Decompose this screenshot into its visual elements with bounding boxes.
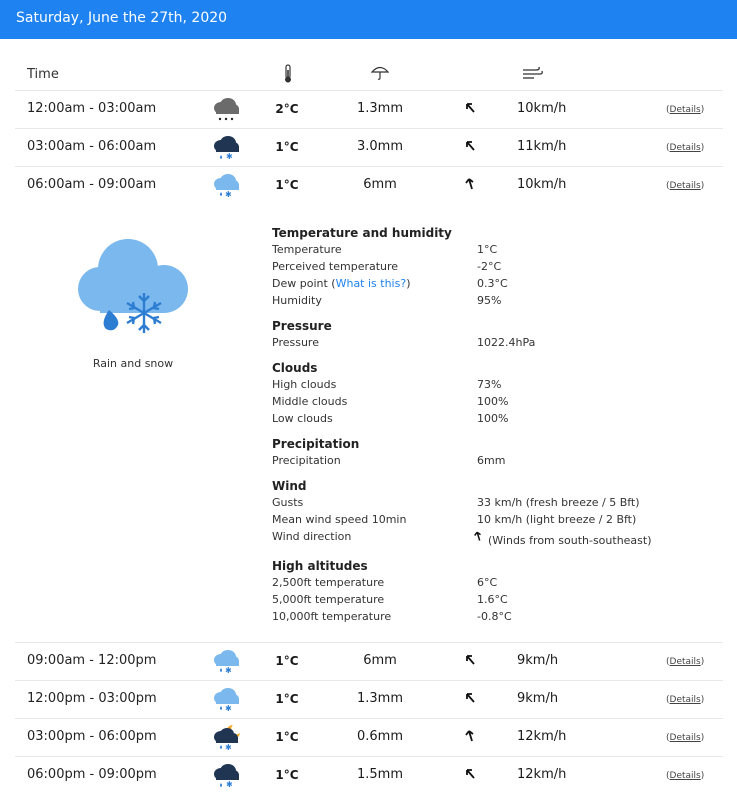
detail-value: 1°C [477, 243, 498, 256]
svg-text:✱: ✱ [226, 780, 233, 788]
what-is-this-link[interactable]: What is this? [335, 277, 407, 290]
section-heading-temperature: Temperature and humidity [272, 226, 452, 240]
wind-speed: 9km/h [517, 691, 559, 706]
temperature-value: 1°C [275, 692, 299, 706]
section-heading-wind: Wind [272, 479, 307, 493]
detail-label: High clouds [272, 378, 337, 391]
wind-speed: 10km/h [517, 177, 567, 192]
forecast-row[interactable] [15, 166, 723, 204]
detail-value: (Winds from south-southeast) [488, 534, 652, 547]
details-link[interactable]: (Details) [666, 695, 705, 705]
wind-direction-arrow-icon [464, 652, 476, 666]
detail-value: -2°C [477, 260, 502, 273]
detail-label: Precipitation [272, 454, 341, 467]
dew-point-label: Dew point (What is this?) [272, 277, 411, 290]
detail-label: Middle clouds [272, 395, 348, 408]
detail-label: 10,000ft temperature [272, 610, 392, 623]
details-link[interactable]: (Details) [666, 657, 705, 667]
precipitation-value: 0.6mm [356, 729, 403, 744]
cloud-rain-snow-icon [211, 648, 241, 674]
precipitation-value: 1.3mm [356, 101, 403, 116]
svg-text:✱: ✱ [225, 743, 232, 750]
wind-direction-arrow-icon [464, 728, 476, 742]
thermometer-icon [283, 64, 293, 84]
wind-direction-arrow-icon [473, 529, 483, 542]
detail-value: -0.8°C [477, 610, 512, 623]
detail-value: 100% [477, 395, 509, 408]
precipitation-value: 3.0mm [356, 139, 403, 154]
section-heading-clouds: Clouds [272, 361, 318, 375]
detail-value: 6mm [477, 454, 506, 467]
time-range: 06:00am - 09:00am [27, 177, 157, 192]
wind-direction-arrow-icon [464, 100, 476, 114]
svg-text:✱: ✱ [226, 152, 233, 160]
section-heading-pressure: Pressure [272, 319, 332, 333]
forecast-row[interactable] [15, 128, 723, 166]
detail-value: 1.6°C [477, 593, 508, 606]
detail-value: 73% [477, 378, 502, 391]
wind-icon [522, 66, 544, 80]
detail-label: Perceived temperature [272, 260, 399, 273]
date-header [0, 0, 737, 39]
night-cloud-snow-icon [211, 724, 241, 750]
column-header-row [0, 64, 737, 89]
time-range: 12:00pm - 03:00pm [27, 691, 157, 706]
detail-value: 10 km/h (light breeze / 2 Bft) [477, 513, 637, 526]
wind-direction-arrow-icon [464, 138, 476, 152]
details-link[interactable]: (Details) [666, 143, 705, 153]
svg-text:✱: ✱ [225, 704, 232, 712]
dark-cloud-snow-icon [211, 762, 241, 788]
forecast-row[interactable] [15, 90, 723, 128]
detail-value: 0.3°C [477, 277, 508, 290]
detail-label: Humidity [272, 294, 322, 307]
forecast-row[interactable] [15, 642, 723, 680]
dark-cloud-snow-icon [211, 134, 241, 160]
time-column-header: Time [27, 67, 59, 82]
detail-value: 6°C [477, 576, 498, 589]
date-title: Saturday, June the 27th, 2020 [16, 10, 228, 26]
temperature-value: 1°C [275, 140, 299, 154]
forecast-row[interactable] [15, 680, 723, 718]
detail-label: Pressure [272, 336, 319, 349]
detail-label: 2,500ft temperature [272, 576, 385, 589]
wind-speed: 9km/h [517, 653, 559, 668]
wind-speed: 12km/h [517, 767, 567, 782]
svg-text:✱: ✱ [225, 666, 232, 674]
temperature-value: 1°C [275, 768, 299, 782]
detail-label: Temperature [272, 243, 342, 256]
rain-and-snow-large-icon [76, 237, 192, 337]
detail-value: 33 km/h (fresh breeze / 5 Bft) [477, 496, 640, 509]
umbrella-icon [371, 64, 389, 82]
detail-label: Mean wind speed 10min [272, 513, 407, 526]
wind-speed: 10km/h [517, 101, 567, 116]
cloud-rain-snow-icon [211, 172, 241, 198]
details-link[interactable]: (Details) [666, 181, 705, 191]
details-link[interactable]: (Details) [666, 733, 705, 743]
precipitation-value: 6mm [363, 653, 397, 668]
time-range: 03:00pm - 06:00pm [27, 729, 157, 744]
detail-label: Wind direction [272, 530, 352, 543]
detail-value: 95% [477, 294, 502, 307]
precipitation-value: 1.3mm [356, 691, 403, 706]
svg-text:✱: ✱ [225, 190, 232, 198]
cloud-rain-snow-icon [211, 686, 241, 712]
section-heading-high-altitudes: High altitudes [272, 559, 368, 573]
wind-speed: 11km/h [517, 139, 567, 154]
time-range: 03:00am - 06:00am [27, 139, 157, 154]
cloud-rain-icon [211, 96, 241, 122]
wind-direction-arrow-icon [464, 690, 476, 704]
temperature-value: 1°C [275, 654, 299, 668]
time-range: 06:00pm - 09:00pm [27, 767, 157, 782]
temperature-value: 1°C [275, 730, 299, 744]
detail-label: Gusts [272, 496, 304, 509]
forecast-row[interactable] [15, 718, 723, 756]
details-link[interactable]: (Details) [666, 105, 705, 115]
time-range: 12:00am - 03:00am [27, 101, 157, 116]
forecast-row[interactable] [15, 756, 723, 794]
wind-direction-arrow-icon [464, 176, 476, 190]
details-link[interactable]: (Details) [666, 771, 705, 781]
precipitation-value: 1.5mm [356, 767, 403, 782]
time-range: 09:00am - 12:00pm [27, 653, 157, 668]
temperature-value: 2°C [275, 102, 299, 116]
wind-direction-arrow-icon [464, 766, 476, 780]
detail-value: 1022.4hPa [477, 336, 536, 349]
section-heading-precipitation: Precipitation [272, 437, 360, 451]
detail-label: 5,000ft temperature [272, 593, 385, 606]
temperature-value: 1°C [275, 178, 299, 192]
detail-value: 100% [477, 412, 509, 425]
detail-label: Low clouds [272, 412, 333, 425]
forecast-detail-panel [0, 203, 737, 641]
weather-condition-label: Rain and snow [92, 357, 174, 370]
precipitation-value: 6mm [363, 177, 397, 192]
wind-speed: 12km/h [517, 729, 567, 744]
